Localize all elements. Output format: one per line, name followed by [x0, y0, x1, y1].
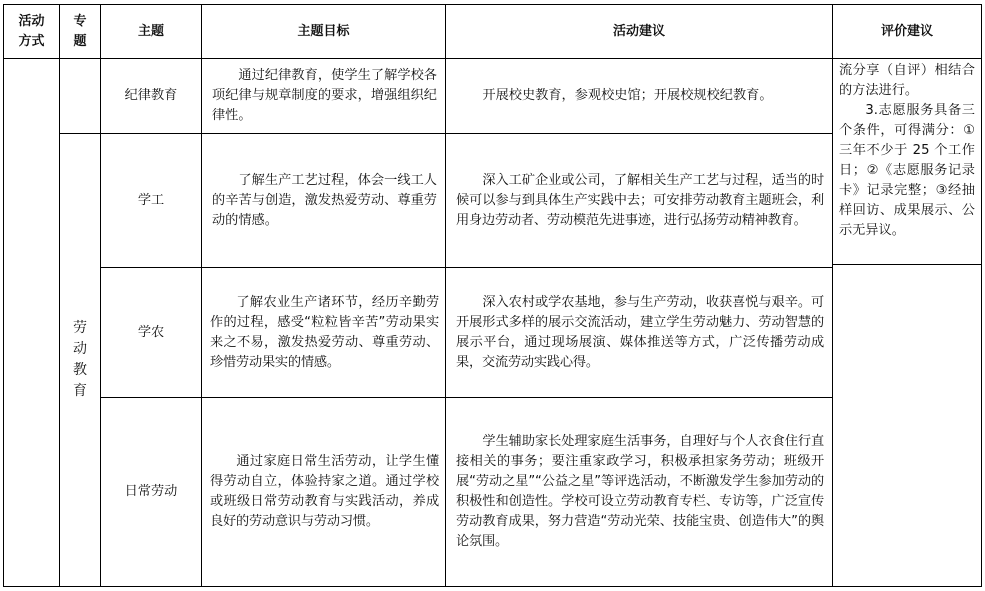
suggestion-text-agriculture: 深入农村或学农基地，参与生产劳动，收获喜悦与艰辛。可开展形式多样的展示交流活动，建立学生劳动魅力、劳动智慧的展示平台，通过现场展演、媒体推送等方式，广泛传播劳动成果，交流劳动实践心得。: [456, 294, 824, 370]
goal-text-industry: 了解生产工艺过程，体会一线工人的辛苦与创造，激发热爱劳动、尊重劳动的情感。: [212, 172, 437, 228]
suggestion-cell-industry: [446, 134, 833, 268]
suggestion-cell-discipline: [446, 59, 833, 134]
topic-area-labor-cell: [60, 134, 101, 586]
activity-table: [3, 4, 982, 587]
header-suggestion: 活动建议: [446, 5, 833, 59]
suggestion-cell-agriculture: [446, 268, 833, 398]
theme-cell-daily-labor: 日常劳动: [101, 398, 202, 586]
goal-cell-daily-labor: [202, 398, 446, 586]
goal-text-agriculture: 了解农业生产诸环节，经历辛勤劳作的过程，感受“粒粒皆辛苦”劳动果实来之不易，激发热爱劳动、尊重劳动、珍惜劳动果实的情感。: [210, 294, 439, 370]
suggestion-text-discipline: 开展校史教育，参观校史馆；开展校规校纪教育。: [482, 88, 773, 103]
theme-cell-agriculture: 学农: [101, 268, 202, 398]
theme-cell-industry: 学工: [101, 134, 202, 268]
goal-cell-agriculture: [202, 268, 446, 398]
header-goal: 主题目标: [202, 5, 446, 59]
suggestion-text-industry: 深入工矿企业或公司，了解相关生产工艺与过程，适当的时候可以参与到具体生产实践中去；可安排劳动教育主题班会，利用身边劳动者、劳动模范先进事迹，进行弘扬劳动精神教育。: [456, 172, 824, 228]
suggestion-cell-daily-labor: [446, 398, 833, 586]
topic-area-labor-label: 劳 动 教 育: [73, 320, 87, 399]
goal-text-daily-labor: 通过家庭日常生活劳动，让学生懂得劳动自立，体验持家之道。通过学校或班级日常劳动教育与实践活动，养成良好的劳动意识与劳动习惯。: [210, 454, 439, 529]
evaluation-cell: [833, 59, 981, 265]
topic-area-blank-cell: [60, 59, 101, 134]
goal-cell-discipline: [202, 59, 446, 134]
evaluation-text-2: 3.志愿服务具备三个条件，可得满分：①三年不少于 25 个工作日；②《志愿服务记录卡》记录完整；③经抽样回访、成果展示、公示无异议。: [839, 103, 975, 238]
goal-text-discipline: 通过纪律教育，使学生了解学校各项纪律与规章制度的要求，增强组织纪律性。: [212, 68, 437, 123]
activity-mode-cell: [4, 59, 60, 586]
header-theme: 主题: [101, 5, 202, 59]
suggestion-text-daily-labor: 学生辅助家长处理家庭生活事务，自理好与个人衣食住行直接相关的事务；要注重家政学习，积极承担家务劳动；班级开展“劳动之星”“公益之星”等评选活动，不断激发学生参加劳动的积极性和创造性。学校可设立劳动教育专栏、专访等，广泛宣传劳动教育成果，努力营造“劳动光荣、技能宝贵、创造伟大”的舆论氛围。: [456, 434, 824, 549]
evaluation-text-1: 流分享（自评）相结合的方法进行。: [839, 63, 975, 98]
theme-cell-discipline: 纪律教育: [101, 59, 202, 134]
header-evaluation: 评价建议: [833, 5, 981, 59]
evaluation-empty-cell: [833, 265, 981, 586]
header-topic-area: 专 题: [60, 5, 101, 59]
goal-cell-industry: [202, 134, 446, 268]
header-activity-mode: 活动 方式: [4, 5, 60, 59]
